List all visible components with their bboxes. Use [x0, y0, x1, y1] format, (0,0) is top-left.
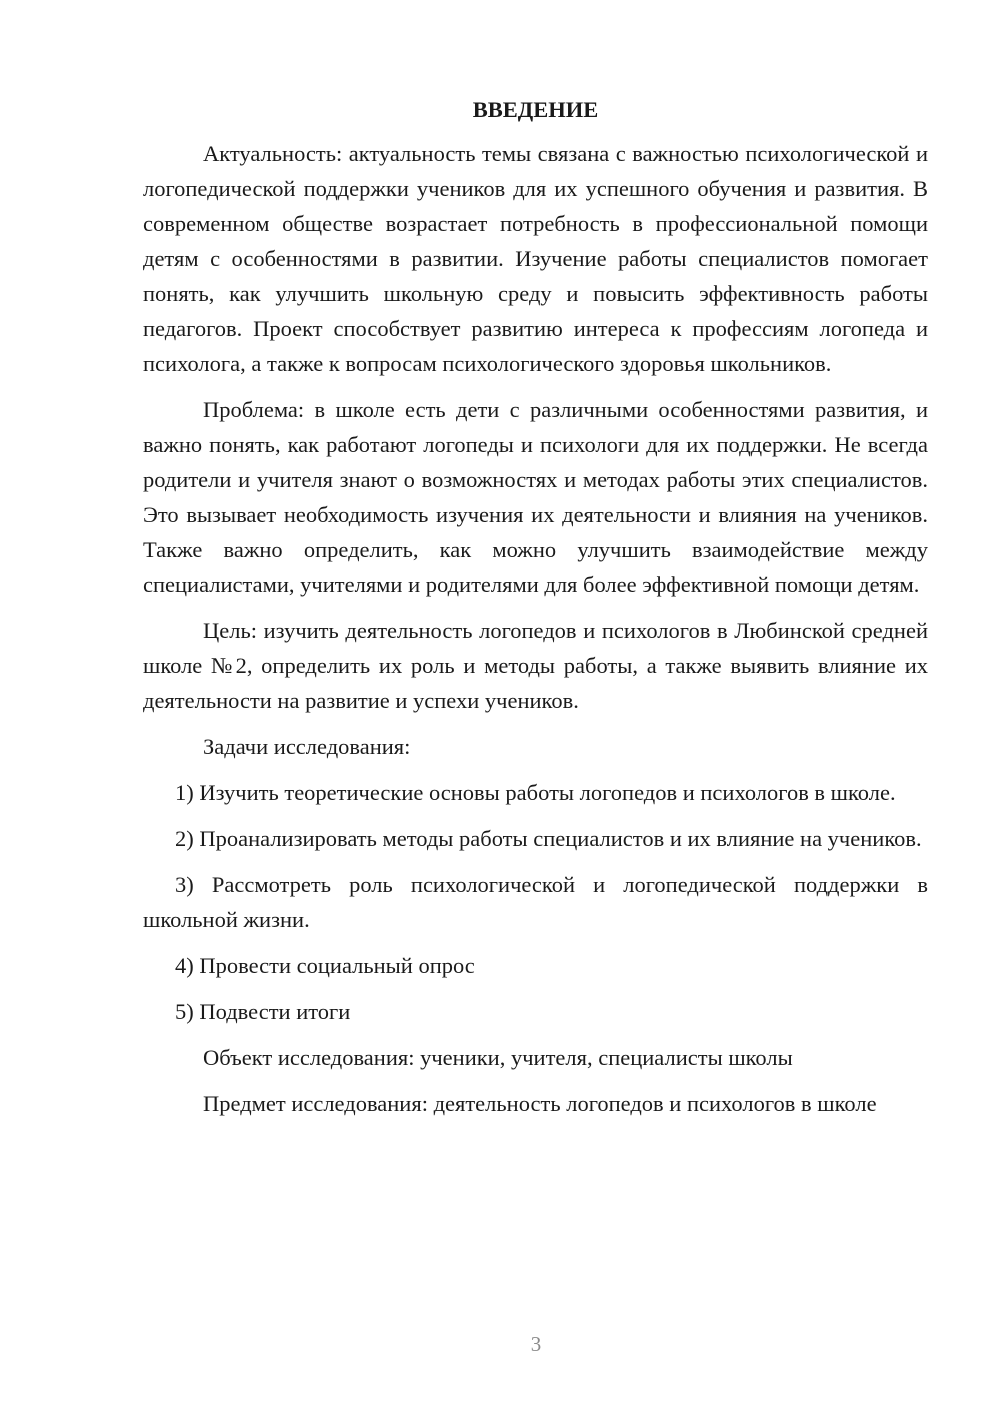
- task-item-5: 5) Подвести итоги: [175, 999, 351, 1024]
- relevance-paragraph: Актуальность: актуальность темы связана с важностью психологической и логопедической поддержки учеников для их успешного обучения и развития. В современном обществе возрастает потребность в профессиональной помощи детям с особенностями в развитии. Изучение работы специалистов помогает понять, как улучшить школьную среду и повысить эффективность работы педагогов. Проект способствует развитию интереса к профессиям логопеда и психолога, а также к вопросам психологического здоровья школьников.: [143, 141, 928, 376]
- task-item-2: 2) Проанализировать методы работы специалистов и их влияние на учеников.: [175, 826, 922, 851]
- section-heading: ВВЕДЕНИЕ: [472, 97, 599, 122]
- document-page: [143, 92, 928, 1132]
- research-object-paragraph: Объект исследования: ученики, учителя, специалисты школы: [203, 1045, 793, 1070]
- task-item-1: 1) Изучить теоретические основы работы логопедов и психологов в школе.: [175, 780, 896, 805]
- problem-paragraph: Проблема: в школе есть дети с различными особенностями развития, и важно понять, как работают логопеды и психологи для их поддержки. Не всегда родители и учителя знают о возможностях и методах работы этих специалистов. Это вызывает необходимость изучения их деятельности и влияния на учеников. Также важно определить, как можно улучшить взаимодействие между специалистами, учителями и родителями для более эффективной помощи детям.: [143, 397, 928, 597]
- task-item-4: 4) Провести социальный опрос: [175, 953, 475, 978]
- tasks-title: Задачи исследования:: [203, 734, 411, 759]
- research-subject-paragraph: Предмет исследования: деятельность логопедов и психологов в школе: [203, 1091, 877, 1116]
- goal-paragraph: Цель: изучить деятельность логопедов и психологов в Любинской средней школе №2, определить их роль и методы работы, а также выявить влияние их деятельности на развитие и успехи учеников.: [143, 618, 928, 713]
- page-number: 3: [530, 1332, 542, 1356]
- task-item-3: 3) Рассмотреть роль психологической и логопедической поддержки в школьной жизни.: [143, 872, 928, 932]
